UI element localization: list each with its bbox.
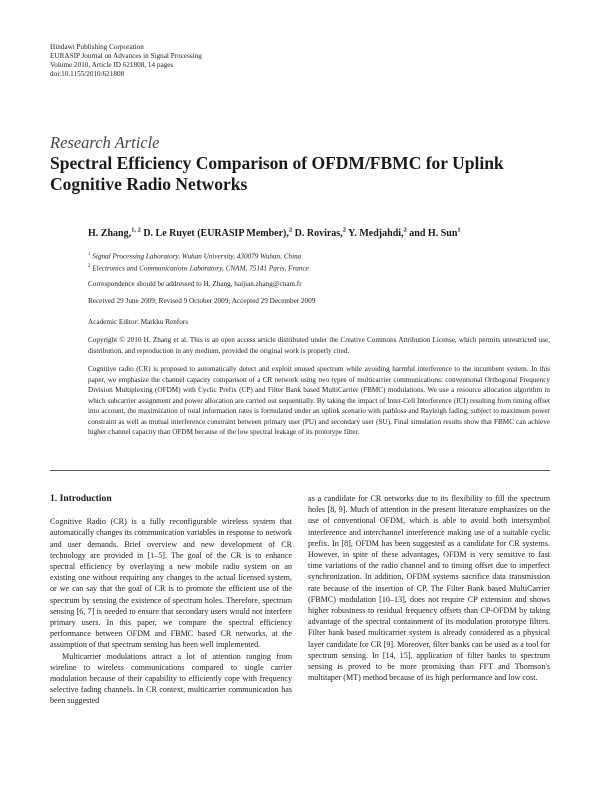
author: D. Roviras,$^2$ [292,227,346,240]
journal-line: EURASIP Journal on Advances in Signal Processing [50,52,202,60]
author: H. Zhang,$^{1, 2}$ [88,227,141,240]
section-divider [50,470,550,471]
body-paragraph: Multicarrier modulations attract a lot of attention ranging from wireline to wireless communications compared to single carrier modulation because of their capability to efficiently cope with frequency selective fading channels. In CR context, multicarrier communication has been suggested [50,651,292,706]
left-column [50,493,292,707]
journal-header [50,43,202,79]
affiliations [88,250,550,274]
body-paragraph: Cognitive Radio (CR) is a fully reconfigurable wireless system that automatically changes its communication variables in response to network and user demands. Brief overview and new development of CR technology are provided in [1–5]. The goal of the CR is to enhance spectral efficiency by overlaying a new mobile radio system on an existing one without requiring any changes to the actual licensed system, or we can say that the goal of CR is to promote the efficient use of the spectrum by sensing the existence of spectrum holes. Therefore, spectrum sensing [6, 7] is needed to ensure that secondary users would not interfere primary users. In this paper, we compare the spectral efficiency performance between OFDM and FBMC based CR networks, at the assumption of that spectrum sensing has been well implemented. [50,517,292,650]
dates-line: Received 29 June 2009; Revised 9 October 2009; Accepted 29 December 2009 [88,297,316,305]
doi-line: doi:10.1155/2010/621808 [50,70,125,78]
right-column [308,493,550,683]
author: D. Le Ruyet (EURASIP Member),$^2$ [140,227,293,240]
copyright-notice: Copyright © 2010 H. Zhang et al. This is an open access article distributed under the Creative Commons Attribution License, which permits unrestricted use, distribution, and reproduction in any medium, provided the original work is properly cited. [88,336,550,355]
author: and H. Sun$^1$ [406,227,461,240]
abstract: Cognitive radio (CR) is proposed to automatically detect and exploit unused spectrum while avoiding harmful interference to the incumbent system. In this paper, we emphasize the channel capacity comparison of a CR network using two types of multicarrier communications: conventional Orthogonal Frequency Division Multiplexing (OFDM) with Cyclic Prefix (CP) and Filter Bank based MultiCarrier (FBMC) modulations. We use a resource allocation algorithm in which subcarrier assignment and power allocation are carried out sequentially. By taking the impact of Inter-Cell Interference (ICI) resulting from timing offset into account, the maximization of total information rates is formulated under an uplink scenario with pathloss and Rayleigh fading, subject to maximum power constraint as well as mutual interference constraint between primary user (PU) and secondary user (SU). Final simulation results show that FBMC can achieve higher channel capacity than OFDM because of the low spectral leakage of its prototype filter. [88,365,550,436]
publisher-line: Hindawi Publishing Corporation [50,43,144,51]
correspondence: Correspondence should be addressed to H. Zhang, haijian.zhang@cnam.fr [88,280,302,288]
author-list [88,227,461,239]
paper-title: Spectral Efficiency Comparison of OFDM/FBMC for Uplink Cognitive Radio Networks [50,153,504,194]
section-heading: 1. Introduction [50,493,112,504]
affiliation: $^1$ Signal Processing Laboratory, Wuhan University, 430079 Wuhan, China [88,252,302,261]
academic-editor: Academic Editor: Markku Renfors [88,318,188,326]
author: Y. Medjahdi,$^2$ [345,227,407,240]
article-type: Research Article [50,133,160,152]
body-paragraph: as a candidate for CR networks due to its flexibility to fill the spectrum holes [8, 9]. Much of attention in the present literature emphasizes on the use of conventional OFDM, which is able to avoid both intersymbol interference and interchannel interference making use of a suitable cyclic prefix. In [8], OFDM has been suggested as a candidate for CR systems. However, in spite of these advantages, OFDM is very sensitive to fast time variations of the radio channel and to timing offset due to imperfect synchronization. In addition, OFDM systems sacrifice data transmission rate because of the insertion of CP. The Filter Bank based MultiCarrier (FBMC) modulation [10–13], does not require CP extension and shows higher robustness to residual frequency offsets than CP-OFDM by taking advantage of the spectral containment of its modulation prototype filters. Filter bank based multicarrier system is already considered as a physical layer candidate for CR [9]. Moreover, filter banks can be used as a tool for spectrum sensing. In [14, 15], application of filter banks to spectrum sensing is proved to be more promising than FFT and Thomson's multitaper (MT) method because of its high performance and low cost. [308,494,550,683]
affiliation: $^2$ Electronics and Communications Laboratory, CNAM, 75141 Paris, France [88,263,309,273]
volume-line: Volume 2010, Article ID 621808, 14 pages [50,61,174,69]
